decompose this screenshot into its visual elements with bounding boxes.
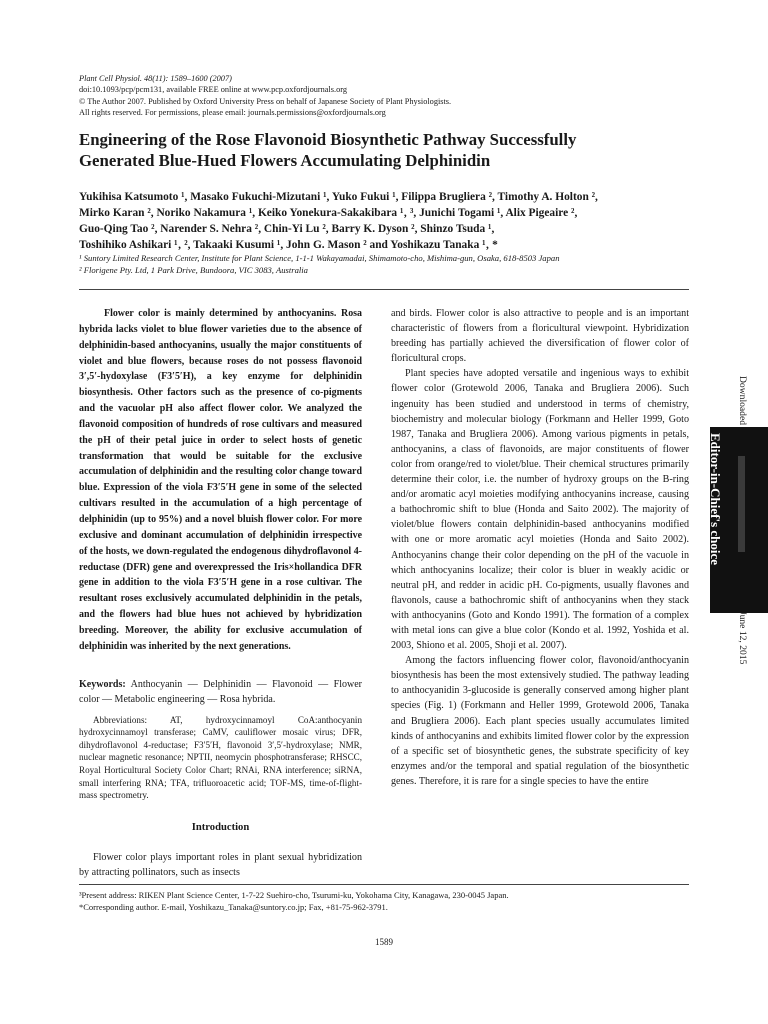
url-redaction-box bbox=[738, 456, 745, 552]
affiliations bbox=[79, 252, 699, 276]
affiliation-1: ¹ Suntory Limited Research Center, Institute for Plant Science, 1-1-1 Wakayamadai, Shimamoto-cho, Mishima-gun, Osaka, 618-8503 Japan bbox=[79, 253, 560, 263]
article-title bbox=[79, 129, 699, 171]
introduction-paragraph: Flower color plays important roles in plant sexual hybridization by attracting pollinators, such as insects bbox=[79, 851, 362, 878]
editor-choice-label: Editor-in-Chief's choice bbox=[708, 433, 723, 566]
download-stamp: Downloaded June 12, 2015 bbox=[737, 376, 748, 665]
author-line-3: Guo-Qing Tao ², Narender S. Nehra ², Chin-Yi Lu ², Barry K. Dyson ², Shinzo Tsuda ¹, bbox=[79, 223, 495, 235]
journal-citation: Plant Cell Physiol. 48(11): 1589–1600 (2007) bbox=[79, 74, 232, 83]
rights-line: All rights reserved. For permissions, please email: journals.permissions@oxfordjournals.org bbox=[79, 107, 386, 117]
title-line-1: Engineering of the Rose Flavonoid Biosynthetic Pathway Successfully bbox=[79, 130, 577, 149]
body-paragraph-1: and birds. Flower color is also attractive to people and is an important characteristic of flowers from a floricultural viewpoint. Hybridization breeding has partially achieved the diversification of flower color of floricultural crops. bbox=[391, 308, 689, 365]
keywords-text: Anthocyanin — Delphinidin — Flavonoid — Flower color — Metabolic engineering — Rosa hybrida. bbox=[79, 678, 362, 706]
author-line-4: Toshihiko Ashikari ¹‚ ², Takaaki Kusumi ¹, John G. Mason ² and Yoshikazu Tanaka ¹‚ * bbox=[79, 239, 498, 251]
journal-header bbox=[79, 73, 699, 118]
author-line-1: Yukihisa Katsumoto ¹, Masako Fukuchi-Mizutani ¹, Yuko Fukui ¹, Filippa Brugliera ², Timothy A. Holton ², bbox=[79, 191, 598, 203]
copyright-line: © The Author 2007. Published by Oxford University Press on behalf of Japanese Society of Plant Physiologists. bbox=[79, 96, 452, 106]
author-line-2: Mirko Karan ², Noriko Nakamura ¹, Keiko Yonekura-Sakakibara ¹‚ ³, Junichi Togami ¹, Alix Pigeaire ², bbox=[79, 207, 578, 219]
title-line-2: Generated Blue-Hued Flowers Accumulating Delphinidin bbox=[79, 151, 491, 170]
affiliation-2: ² Florigene Pty. Ltd, 1 Park Drive, Bundoora, VIC 3083, Australia bbox=[79, 265, 308, 275]
body-paragraph-3: Among the factors influencing flower color, flavonoid/anthocyanin biosynthesis has been the most extensively studied. The pathway leading to anthocyanidin 3-glucoside is generally conserved among higher plant species (Fig. 1) (Forkmann and Heller 1999, Grotewold 2006, Tanaka and Brugliera 2006). Each plant species usually accumulates limited kinds of anthocyanins and exhibits limited flower color by the expression of a specific set of biosynthetic genes, the substrate specificity of key enzymes and/or the temporal and spatial regulation of the biosynthetic genes. Therefore, it is rare for a single species to have the entire bbox=[391, 655, 689, 787]
keywords bbox=[79, 677, 362, 708]
footnote-divider bbox=[79, 884, 689, 885]
abbreviations: Abbreviations: AT, hydroxycinnamoyl CoA:anthocyanin hydroxycinnamoyl transferase; CaMV, cauliflower mosaic virus; DFR, dihydroflavonol 4-reductase; F3′5′H, flavonoid 3′,5′-hydroxylase; NMR, nuclear magnetic resonance; NPTII, neomycin phosphotransferase; RHSCC, Royal Horticultural Society Color Chart; RNAi, RNA interference; siRNA, small interfering RNA; TFA, trifluoroacetic acid; TOF-MS, time-of-flight-mass spectrometry. bbox=[79, 714, 362, 801]
header-divider bbox=[79, 289, 689, 290]
author-list bbox=[79, 189, 699, 253]
left-column bbox=[79, 306, 362, 880]
introduction-heading: Introduction bbox=[191, 821, 250, 833]
doi-line[interactable]: doi:10.1093/pcp/pcm131, available FREE online at www.pcp.oxfordjournals.org bbox=[79, 85, 347, 95]
footnote-corresponding-author: *Corresponding author. E-mail, Yoshikazu_Tanaka@suntory.co.jp; Fax, +81-75-962-3791. bbox=[79, 901, 388, 912]
abstract: Flower color is mainly determined by anthocyanins. Rosa hybrida lacks violet to blue flower varieties due to the absence of delphinidin-based anthocyanins, usually the major constituents of violet and blue flowers, because roses do not possess flavonoid 3′,5′-hydoxylase (F3′5′H), a key enzyme for delphinidin biosynthesis. Other factors such as the presence of co-pigments and the vacuolar pH also affect flower color. We analyzed the flavonoid composition of hundreds of rose cultivars and measured the pH of their petal juice in order to select hosts of genetic transformation that would be suitable for the exclusive accumulation of delphinidin and the resulting color change toward blue. Expression of the viola F3′5′H gene in some of the selected cultivars resulted in the accumulation of a high percentage of delphinidin (up to 95%) and a novel bluish flower color. For more exclusive and dominant accumulation of delphinidin irrespective of the hosts, we down-regulated the endogenous dihydroflavonol 4-reductase (DFR) gene and overexpressed the Iris×hollandica DFR gene in addition to the viola F3′5′H gene in a rose cultivar. The resultant roses exclusively accumulated delphinidin in the petals, and the flowers had blue hues not achieved by hybridization breeding. Moreover, the ability for exclusive accumulation of delphinidin was inherited by the next generations. bbox=[79, 308, 362, 652]
right-column bbox=[391, 306, 689, 789]
page-number: 1589 bbox=[375, 937, 393, 947]
footnotes bbox=[79, 890, 699, 914]
footnote-present-address: ³Present address: RIKEN Plant Science Center, 1-7-22 Suehiro-cho, Tsurumi-ku, Yokohama City, Kanagawa, 230-0045 Japan. bbox=[79, 890, 509, 900]
keywords-label: Keywords: bbox=[79, 678, 126, 690]
body-paragraph-2: Plant species have adopted versatile and ingenious ways to exhibit flower color (Grotewold 2006, Tanaka and Brugliera 2006). Such ingenuity has been studied and understood in terms of chemistry, biochemistry and molecular biology (Forkmann and Heller 1999, Goto 1987, Tanaka and Brugliera 2006). Among various pigments in petals, anthocyanins, a class of flavonoids, are major constituents of flower color from orange/red to violet/blue. Their chemical structures primarily determine their color, i.e. the number of hydroxy groups on the B-ring and/or aromatic acyl moieties modifying anthocyanins increase, causing a bathochromic shift to blue (Honda and Saito 2002). The majority of violet/blue flowers contain delphinidin-based anthocyanins modified with one or more aromatic acyl moieties (Honda and Saito 2002). Anthocyanins change their color depending on the pH of the vacuole in which anthocyanins localize; their color is bluer in weakly acidic or neutral pH, and redder in acidic pH. Co-pigments, usually flavones and flavonols, cause a bathochromic shift of anthocyanins when they stack with anthocyanins (Goto and Kondo 1991). The formation of a complex with metal ions can give a blue color (Kondo et al. 1992, Yoshida et al. 2003, Shiono et al. 2005, Shoji et al. 2007). bbox=[391, 368, 689, 652]
